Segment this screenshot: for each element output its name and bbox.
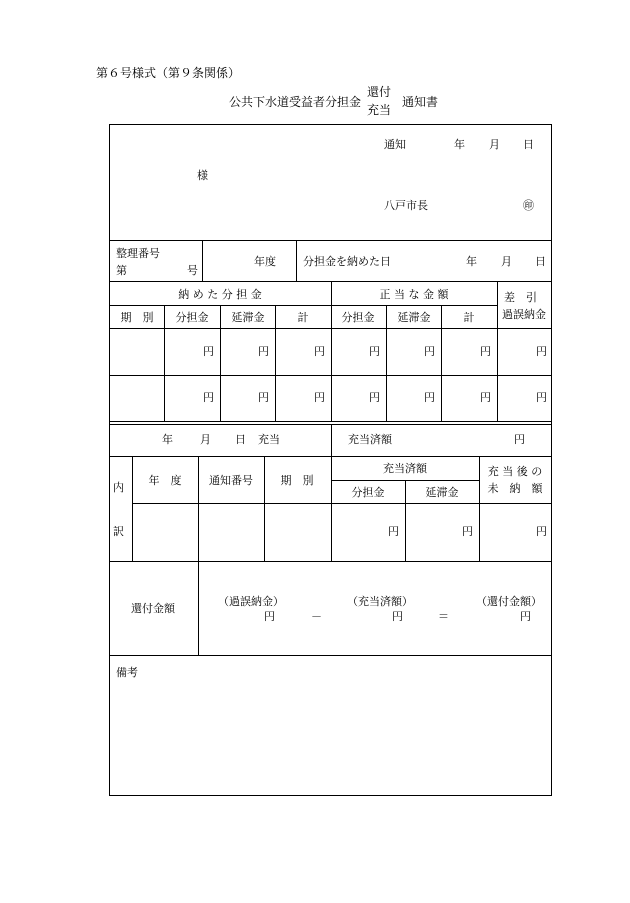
number-label: 整理番号 — [116, 247, 160, 260]
col-late: 延滞金 — [231, 311, 265, 324]
title-option-appropriation: 充当 — [367, 103, 392, 117]
appropriation-year: 年 — [162, 433, 173, 446]
rule — [132, 503, 552, 504]
col-share: 分担金 — [175, 311, 209, 324]
yen-mark: 円 — [536, 345, 547, 358]
form-number: 第６号様式（第９条関係） — [96, 66, 241, 80]
title-main: 公共下水道受益者分担金 — [229, 95, 362, 109]
seal-icon: ㊞ — [523, 199, 534, 212]
col-year: 年 度 — [148, 474, 182, 487]
yen-mark: 円 — [369, 391, 380, 404]
paid-month: 月 — [501, 255, 512, 268]
yen-mark: 円 — [388, 525, 399, 538]
yen-mark: 円 — [369, 345, 380, 358]
rule — [405, 480, 406, 561]
yen-mark: 円 — [314, 345, 325, 358]
refund-amount: （還付金額） — [476, 595, 542, 608]
rule — [331, 281, 332, 421]
yen-mark: 円 — [392, 610, 403, 623]
rule — [202, 240, 203, 281]
rule — [109, 240, 552, 241]
yen-mark: 円 — [203, 391, 214, 404]
number-suffix: 号 — [187, 264, 198, 277]
rule — [296, 240, 297, 281]
applied-amount-label: 充当済額 — [348, 433, 392, 446]
number-prefix: 第 — [116, 264, 127, 277]
rule — [220, 305, 221, 421]
yen-mark: 円 — [258, 345, 269, 358]
yen-mark: 円 — [536, 525, 547, 538]
applied-amount-yen: 円 — [514, 433, 525, 446]
appropriation-day: 日 — [235, 433, 246, 446]
equals-sign: ＝ — [438, 610, 449, 623]
yen-mark: 円 — [480, 345, 491, 358]
refund-label: 還付金額 — [131, 602, 175, 615]
paid-year: 年 — [466, 255, 477, 268]
rule — [198, 456, 199, 561]
col-late: 延滞金 — [425, 486, 459, 499]
rule — [109, 421, 552, 422]
col-period: 期 別 — [280, 474, 314, 487]
title-option-refund: 還付 — [367, 85, 392, 99]
breakdown-label-1: 内 — [113, 481, 124, 494]
refund-overpaid: （過誤納金） — [218, 595, 284, 608]
rule — [132, 456, 133, 561]
yen-mark: 円 — [424, 345, 435, 358]
yen-mark: 円 — [480, 391, 491, 404]
notice-day: 日 — [523, 138, 534, 151]
yen-mark: 円 — [462, 525, 473, 538]
minus-sign: － — [311, 610, 322, 623]
yen-mark: 円 — [264, 610, 275, 623]
paid-day: 日 — [535, 255, 546, 268]
rule — [198, 561, 199, 655]
yen-mark: 円 — [520, 610, 531, 623]
col-applied: 充当済額 — [383, 462, 427, 475]
col-unpaid-1: 充 当 後 の — [487, 465, 543, 478]
diff-header-1: 差 引 — [504, 291, 537, 304]
col-total: 計 — [297, 311, 309, 324]
addressee-suffix: 様 — [197, 169, 208, 182]
col-share: 分担金 — [341, 311, 375, 324]
yen-mark: 円 — [424, 391, 435, 404]
notice-year: 年 — [454, 138, 465, 151]
rule — [164, 305, 165, 421]
yen-mark: 円 — [203, 345, 214, 358]
appropriation-month: 月 — [200, 433, 211, 446]
appropriated-label: 充当 — [258, 433, 280, 446]
rule — [109, 561, 552, 562]
notice-month: 月 — [489, 138, 500, 151]
fiscal-year-label: 年度 — [254, 255, 276, 268]
col-notice-number: 通知番号 — [209, 474, 253, 487]
remarks-label: 備考 — [116, 666, 138, 679]
col-total: 計 — [463, 311, 475, 324]
rule — [386, 305, 387, 421]
yen-mark: 円 — [314, 391, 325, 404]
yen-mark: 円 — [258, 391, 269, 404]
group-paid-header: 納 め た 分 担 金 — [178, 288, 262, 301]
col-late: 延滞金 — [397, 311, 431, 324]
rule — [479, 456, 480, 561]
diff-header-2: 過誤納金 — [502, 308, 546, 321]
group-correct-header: 正 当 な 金 額 — [379, 288, 449, 301]
yen-mark: 円 — [536, 391, 547, 404]
issuer: 八戸市長 — [384, 199, 428, 212]
rule — [109, 305, 497, 306]
title-suffix: 通知書 — [402, 95, 439, 109]
col-unpaid-2: 未 納 額 — [487, 482, 543, 495]
breakdown-label-2: 訳 — [113, 525, 124, 538]
refund-applied: （充当済額） — [347, 595, 413, 608]
rule — [441, 305, 442, 421]
col-period: 期 別 — [120, 311, 154, 324]
rule — [109, 655, 552, 656]
rule — [275, 305, 276, 421]
rule — [497, 281, 498, 421]
paid-date-label: 分担金を納めた日 — [303, 255, 391, 268]
col-share: 分担金 — [351, 486, 385, 499]
rule — [264, 456, 265, 561]
notice-label: 通知 — [384, 138, 406, 151]
rule — [331, 424, 332, 561]
